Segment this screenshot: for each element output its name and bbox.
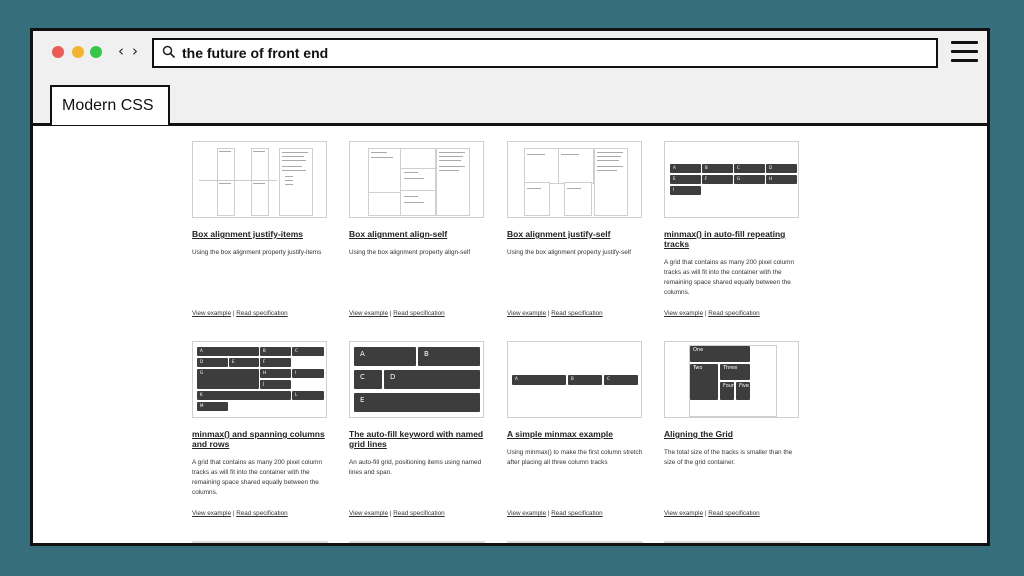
read-specification-link[interactable]: Read specification: [708, 510, 760, 517]
grid-item-label: I: [673, 187, 675, 192]
tab-label: Modern CSS: [62, 97, 154, 114]
grid-item-label: I: [295, 370, 297, 375]
grid-item-label: F: [263, 359, 266, 364]
browser-window: [30, 28, 990, 546]
next-row-thumbnail: [349, 541, 485, 543]
view-example-link[interactable]: View example: [349, 310, 389, 317]
read-specification-link[interactable]: Read specification: [708, 310, 760, 317]
example-links: View example | Read specification: [192, 310, 288, 317]
example-card: [349, 141, 486, 317]
example-title[interactable]: Aligning the Grid: [664, 429, 733, 439]
example-title[interactable]: minmax() and spanning columns and rows: [192, 429, 325, 449]
grid-item-label: A: [515, 376, 518, 381]
forward-button[interactable]: ›: [132, 42, 138, 60]
grid-item-label: B: [263, 348, 266, 353]
example-links: View example | Read specification: [664, 310, 760, 317]
example-title[interactable]: minmax() in auto-fill repeating tracks: [664, 229, 786, 249]
example-card: [664, 341, 801, 517]
example-title[interactable]: Box alignment justify-self: [507, 229, 611, 239]
read-specification-link[interactable]: Read specification: [551, 510, 603, 517]
example-description: Using the box alignment property align-self: [349, 249, 471, 256]
read-specification-link[interactable]: Read specification: [551, 310, 603, 317]
example-links: View example | Read specification: [507, 510, 603, 517]
back-button[interactable]: ‹: [118, 42, 124, 60]
grid-item-label: H: [769, 176, 773, 181]
menu-icon[interactable]: [951, 41, 978, 63]
example-title[interactable]: The auto-fill keyword with named grid lines: [349, 429, 484, 449]
view-example-link[interactable]: View example: [192, 310, 232, 317]
example-description: A grid that contains as many 200 pixel column tracks as will fit into the container with the remaining space shared equally between the columns.: [192, 459, 323, 496]
grid-item-label: A: [360, 350, 365, 358]
next-row-thumbnail: [507, 541, 643, 543]
example-description: Using the box alignment property justify-self: [507, 249, 631, 256]
example-title[interactable]: A simple minmax example: [507, 429, 613, 439]
example-thumbnail[interactable]: [664, 141, 799, 218]
grid-item-label: One: [693, 347, 704, 353]
example-card: [664, 141, 801, 317]
grid-item-label: Two: [693, 365, 703, 371]
example-thumbnail[interactable]: [507, 341, 642, 418]
url-text: the future of front end: [182, 45, 329, 61]
example-thumbnail[interactable]: [192, 141, 327, 218]
example-thumbnail[interactable]: [192, 341, 327, 418]
view-example-link[interactable]: View example: [664, 510, 704, 517]
grid-item-label: C: [607, 376, 610, 381]
example-card: [349, 341, 486, 517]
grid-item-label: E: [232, 359, 235, 364]
example-thumbnail[interactable]: [664, 341, 799, 418]
grid-item-label: D: [390, 373, 396, 381]
close-window-button[interactable]: [52, 46, 64, 58]
grid-item-label: M: [200, 403, 204, 408]
example-thumbnail[interactable]: [507, 141, 642, 218]
browser-chrome: [33, 31, 987, 126]
example-links: View example | Read specification: [349, 510, 445, 517]
example-links: View example | Read specification: [507, 310, 603, 317]
grid-item-label: G: [737, 176, 741, 181]
grid-item-label: L: [295, 392, 298, 397]
grid-item-label: F: [705, 176, 708, 181]
grid-item-label: G: [200, 370, 204, 375]
grid-item-label: C: [360, 373, 365, 381]
example-thumbnail[interactable]: [349, 341, 484, 418]
example-title[interactable]: Box alignment align-self: [349, 229, 448, 239]
grid-item-label: D: [200, 359, 204, 364]
search-icon: [162, 45, 176, 59]
view-example-link[interactable]: View example: [349, 510, 389, 517]
example-card: [192, 341, 329, 517]
example-description: A grid that contains as many 200 pixel column tracks as will fit into the container with the remaining space shared equally between the columns.: [664, 259, 795, 296]
grid-item-label: H: [263, 370, 267, 375]
next-row-thumbnail: [192, 541, 328, 543]
minimize-window-button[interactable]: [72, 46, 84, 58]
grid-item-label: C: [295, 348, 298, 353]
grid-item-label: J: [263, 381, 265, 386]
next-row-thumbnail: [664, 541, 800, 543]
example-card: [507, 341, 644, 517]
read-specification-link[interactable]: Read specification: [236, 310, 288, 317]
address-bar[interactable]: [152, 38, 938, 68]
example-description: The total size of the tracks is smaller than the size of the grid container.: [664, 449, 793, 466]
example-description: Using the box alignment property justify-items: [192, 249, 322, 256]
view-example-link[interactable]: View example: [507, 510, 547, 517]
grid-item-label: A: [673, 165, 676, 170]
grid-item-label: E: [673, 176, 676, 181]
example-description: An auto-fill grid, positioning items using named lines and span.: [349, 459, 482, 476]
tab-modern-css[interactable]: [50, 85, 170, 125]
example-links: View example | Read specification: [349, 310, 445, 317]
grid-item-label: D: [769, 165, 773, 170]
example-links: View example | Read specification: [664, 510, 760, 517]
example-description: Using minmax() to make the first column stretch after placing all three column tracks: [507, 449, 643, 466]
example-card: [507, 141, 644, 317]
maximize-window-button[interactable]: [90, 46, 102, 58]
view-example-link[interactable]: View example: [192, 510, 232, 517]
grid-item-label: B: [571, 376, 574, 381]
read-specification-link[interactable]: Read specification: [236, 510, 288, 517]
grid-item-label: Three: [723, 365, 738, 371]
grid-item-label: A: [200, 348, 203, 353]
grid-item-label: C: [737, 165, 740, 170]
grid-item-label: B: [424, 350, 429, 358]
grid-item-label: B: [705, 165, 708, 170]
view-example-link[interactable]: View example: [664, 310, 704, 317]
example-thumbnail[interactable]: [349, 141, 484, 218]
example-title[interactable]: Box alignment justify-items: [192, 229, 303, 239]
grid-item-label: Five: [739, 383, 749, 389]
example-card: [192, 141, 329, 317]
example-links: View example | Read specification: [192, 510, 288, 517]
grid-item-label: Four: [723, 383, 734, 389]
grid-item-label: E: [360, 396, 365, 404]
read-specification-link[interactable]: Read specification: [393, 510, 445, 517]
grid-item-label: K: [200, 392, 203, 397]
read-specification-link[interactable]: Read specification: [393, 310, 445, 317]
view-example-link[interactable]: View example: [507, 310, 547, 317]
